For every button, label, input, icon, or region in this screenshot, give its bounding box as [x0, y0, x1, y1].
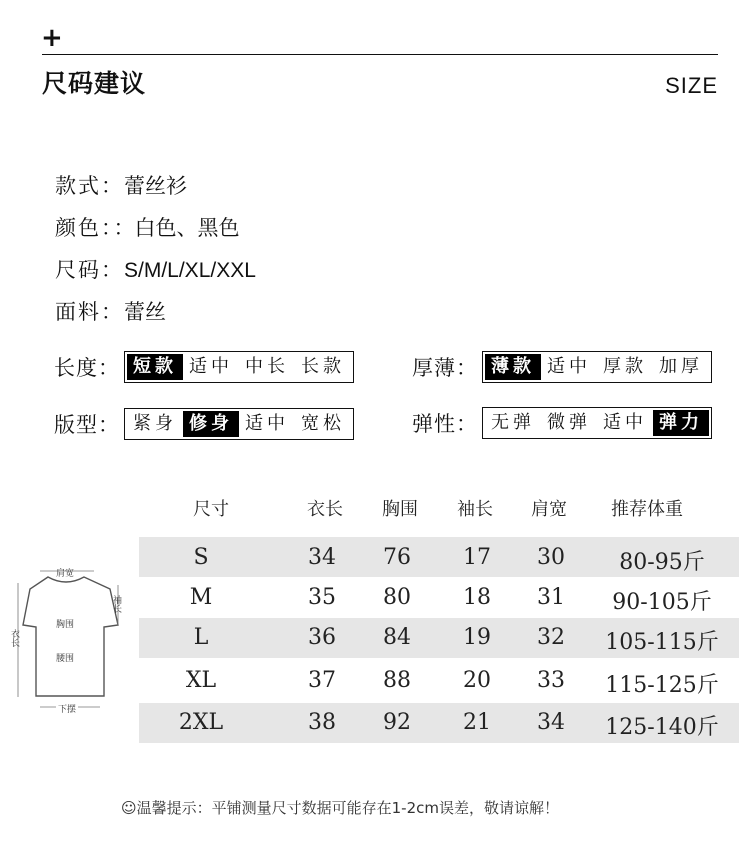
option-弹力: 弹力 [653, 410, 709, 436]
table-cell: 80 [383, 585, 411, 610]
option-厚款: 厚款 [603, 356, 647, 377]
option-无弹: 无弹 [491, 412, 535, 433]
info-size [55, 254, 256, 284]
table-cell: 125-140斤 [605, 715, 719, 740]
option-加厚: 加厚 [659, 356, 703, 377]
table-cell: 84 [383, 625, 411, 650]
table-cell: 21 [463, 710, 491, 735]
option-适中: 适中 [547, 356, 591, 377]
table-header: 衣长 [307, 499, 343, 520]
option-微弹: 微弹 [547, 412, 591, 433]
table-cell: 105-115斤 [605, 630, 719, 655]
table-cell: 88 [383, 668, 411, 693]
attr-label: 弹性： [412, 412, 478, 436]
option-宽松: 宽松 [301, 413, 345, 434]
info-key: 尺码： [55, 258, 124, 282]
table-cell: 34 [308, 545, 336, 570]
attr-elasticity [412, 407, 712, 439]
table-cell: 115-125斤 [605, 673, 719, 698]
table-cell: 37 [308, 668, 336, 693]
option-薄款: 薄款 [485, 354, 541, 380]
plus-icon: + [41, 23, 63, 53]
info-key: 颜色： [55, 216, 114, 240]
diagram-chest: 胸围 [56, 620, 75, 630]
table-cell: 76 [383, 545, 411, 570]
table-header: 肩宽 [531, 499, 567, 520]
table-cell: L [193, 625, 209, 650]
table-cell: 36 [308, 625, 336, 650]
option-适中: 适中 [603, 412, 647, 433]
page-title: 尺码建议 [42, 69, 147, 98]
diagram-waist: 腰围 [56, 654, 75, 664]
attr-options [482, 351, 712, 383]
info-fabric [55, 296, 166, 326]
attr-options [124, 351, 354, 383]
attr-label: 厚薄： [412, 356, 478, 380]
info-key: 面料： [55, 300, 124, 324]
table-cell: 2XL [178, 710, 224, 735]
attr-label: 长度： [54, 356, 120, 380]
table-header: 推荐体重 [611, 499, 683, 520]
table-cell: 33 [537, 668, 565, 693]
option-短款: 短款 [127, 354, 183, 380]
garment-diagram [6, 565, 136, 715]
info-style [55, 170, 187, 200]
option-修身: 修身 [183, 411, 239, 437]
option-适中: 适中 [189, 356, 233, 377]
table-cell: 80-95斤 [619, 550, 705, 575]
info-value: 蕾丝 [124, 300, 166, 324]
attr-label: 版型： [54, 413, 120, 437]
table-cell: S [193, 545, 209, 570]
attr-fit [54, 408, 354, 440]
info-color [55, 212, 240, 242]
attr-length [54, 351, 354, 383]
diagram-hem: 下摆 [56, 702, 78, 715]
option-中长: 中长 [245, 356, 289, 377]
table-cell: 30 [537, 545, 565, 570]
table-header: 袖长 [457, 499, 493, 520]
table-cell: 35 [308, 585, 336, 610]
table-cell: 31 [537, 585, 565, 610]
table-cell: 20 [463, 668, 491, 693]
info-value: ：白色、黑色 [113, 216, 240, 240]
table-cell: 34 [537, 710, 565, 735]
size-tag: SIZE [665, 73, 718, 98]
info-value: S/M/L/XL/XXL [124, 259, 256, 282]
table-header: 胸围 [382, 499, 418, 520]
info-key: 款式： [55, 174, 124, 198]
attr-options [124, 408, 354, 440]
option-紧身: 紧身 [133, 413, 177, 434]
table-cell: 92 [383, 710, 411, 735]
tshirt-icon [6, 565, 136, 715]
table-cell: 18 [463, 585, 491, 610]
table-cell: 38 [308, 710, 336, 735]
table-cell: 19 [463, 625, 491, 650]
table-cell: M [189, 585, 213, 610]
header-divider [42, 54, 718, 55]
table-cell: 32 [537, 625, 565, 650]
table-cell: 17 [463, 545, 491, 570]
table-cell: 90-105斤 [612, 590, 712, 615]
table-cell: XL [185, 668, 217, 693]
footer-note: ☺温馨提示：平铺测量尺寸数据可能存在1-2cm误差，敬请谅解！ [121, 799, 559, 817]
diagram-sleeve: 袖长 [111, 595, 121, 613]
attr-options [482, 407, 712, 439]
table-header: 尺寸 [193, 499, 229, 520]
attr-thickness [412, 351, 712, 383]
option-长款: 长款 [301, 356, 345, 377]
option-适中: 适中 [245, 413, 289, 434]
diagram-shoulder: 肩宽 [56, 569, 75, 579]
info-value: 蕾丝衫 [124, 174, 187, 198]
diagram-length: 衣长 [9, 629, 19, 647]
